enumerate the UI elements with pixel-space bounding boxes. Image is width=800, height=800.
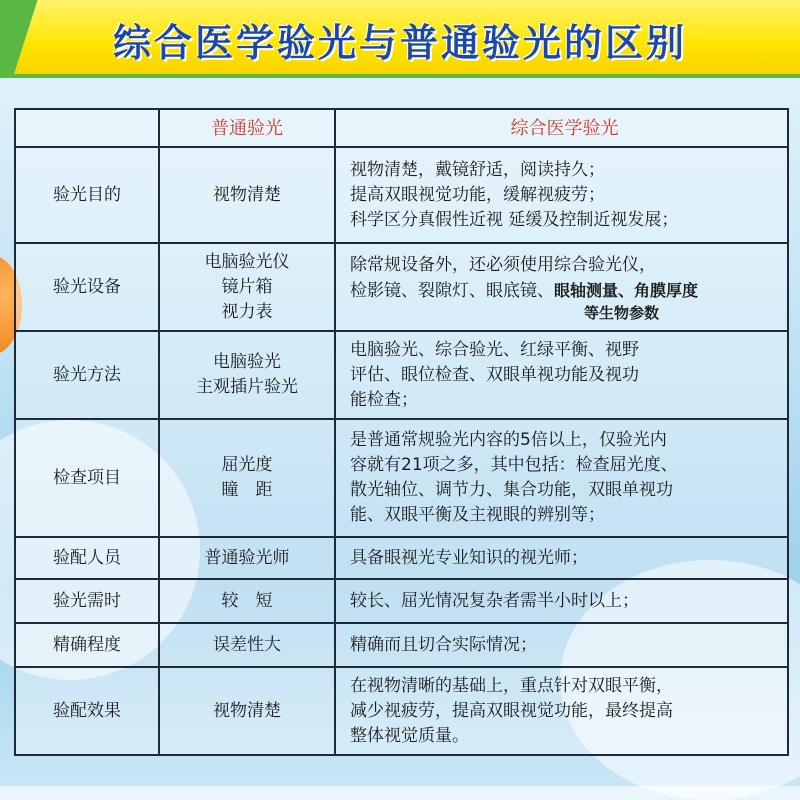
cell-line: 等生物参数 (583, 303, 659, 322)
cell-line: 较长、屈光情况复杂者需半小时以上； (350, 590, 639, 611)
comparison-table (14, 108, 789, 756)
cell-line: 主观插片验光 (196, 377, 298, 397)
cell-line: 普通验光师 (204, 547, 290, 568)
cell-line: 镜片箱 (221, 276, 273, 297)
cell-line: 视物清楚 (213, 700, 281, 721)
cell-line: 较 短 (221, 590, 273, 611)
cell-line: 除常规设备外，还必须使用综合验光仪， (350, 254, 656, 275)
header-normal-optometry: 普通验光 (159, 109, 335, 147)
table-row (15, 147, 788, 243)
row-label: 验配人员 (15, 537, 159, 579)
cell-line: 整体视觉质量。 (350, 725, 469, 746)
cell-line: 电脑验光仪 (204, 251, 290, 272)
row-label: 检查项目 (15, 419, 159, 537)
cell-line: 视物清楚 (213, 184, 281, 205)
normal-cell (159, 579, 335, 623)
table-row (15, 419, 788, 537)
cell-line: 精确而且切合实际情况； (350, 634, 537, 655)
comprehensive-cell (335, 537, 788, 579)
cell-line: 评估、眼位检查、双眼单视功能及视功 (350, 364, 639, 385)
comprehensive-cell (335, 331, 788, 419)
table-row (15, 667, 788, 755)
cell-line: 是普通常规验光内容的5倍以上，仅验光内 (350, 430, 667, 450)
comprehensive-cell (335, 147, 788, 243)
normal-cell (159, 667, 335, 755)
row-label: 验光方法 (15, 331, 159, 419)
normal-cell (159, 147, 335, 243)
row-label: 验光目的 (15, 147, 159, 243)
cell-line (350, 278, 779, 304)
comprehensive-cell (335, 579, 788, 623)
cell-line: 误差性大 (213, 634, 281, 655)
table-row (15, 243, 788, 331)
cell-line: 视物清楚，戴镜舒适，阅读持久； (350, 159, 605, 180)
normal-cell (159, 537, 335, 579)
row-label: 验配效果 (15, 667, 159, 755)
normal-cell (159, 243, 335, 331)
table-row (15, 537, 788, 579)
cell-line: 提高双眼视觉功能，缓解视疲劳； (350, 184, 605, 205)
cell-line: 电脑验光、综合验光、红绿平衡、视野 (350, 339, 639, 360)
cell-line: 在视物清晰的基础上，重点针对双眼平衡， (350, 675, 673, 696)
cell-line: 减少视疲劳，提高双眼视觉功能，最终提高 (350, 700, 673, 721)
cell-line: 容就有21项之多，其中包括：检查屈光度、 (350, 455, 678, 475)
normal-cell (159, 419, 335, 537)
normal-cell (159, 623, 335, 667)
cell-line: 屈光度 (221, 455, 273, 475)
cell-line: 散光轴位、调节力、集合功能，双眼单视功 (350, 480, 673, 500)
table-row (15, 623, 788, 667)
cell-line: 电脑验光 (213, 352, 281, 372)
header-empty-cell (15, 109, 159, 147)
table-row (15, 579, 788, 623)
comprehensive-cell (335, 667, 788, 755)
comprehensive-cell (335, 623, 788, 667)
row-label: 验光设备 (15, 243, 159, 331)
cell-text: 检影镜、裂隙灯、眼底镜、 (350, 280, 554, 301)
table-row (15, 331, 788, 419)
cell-line: 瞳 距 (221, 480, 273, 500)
cell-text-bold: 眼轴测量、角膜厚度 (554, 280, 699, 300)
comprehensive-cell (335, 243, 788, 331)
header-comprehensive-optometry: 综合医学验光 (335, 109, 788, 147)
comprehensive-cell (335, 419, 788, 537)
table-header-row (15, 109, 788, 147)
page-title: 综合医学验光与普通验光的区别 (112, 21, 687, 65)
row-label: 验光需时 (15, 579, 159, 623)
row-label: 精确程度 (15, 623, 159, 667)
cell-line: 能检查； (350, 389, 418, 410)
normal-cell (159, 331, 335, 419)
cell-line: 科学区分真假性近视 延缓及控制近视发展； (350, 209, 679, 230)
cell-line: 视力表 (221, 301, 273, 322)
cell-line: 能、双眼平衡及主视眼的辨别等； (350, 505, 605, 525)
cell-line: 具备眼视光专业知识的视光师； (350, 547, 588, 568)
